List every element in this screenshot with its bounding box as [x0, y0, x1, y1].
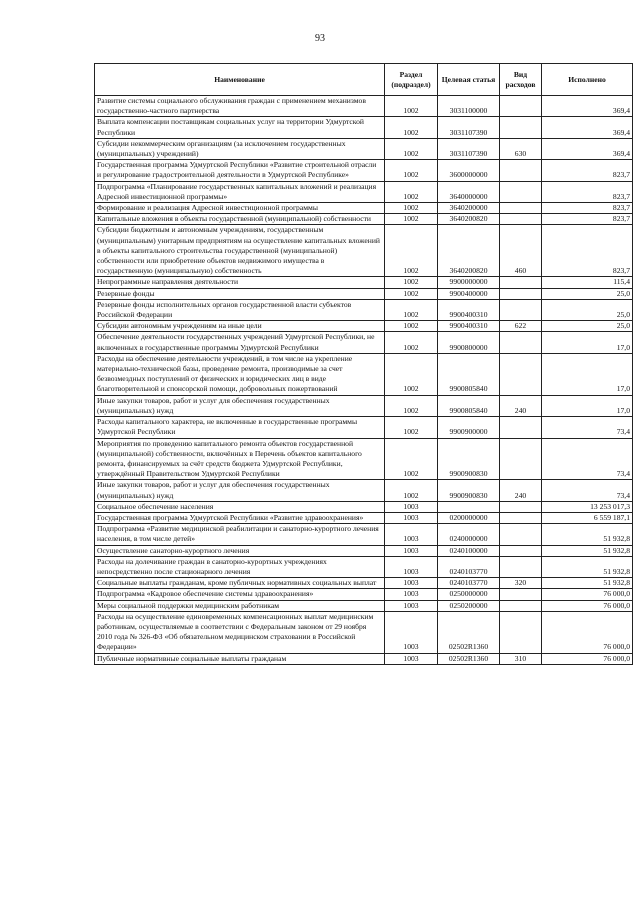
table-row: [95, 501, 633, 512]
row-name: Формирование и реализация Адресной инвестиционной программы: [95, 203, 385, 214]
row-kind: 240: [500, 395, 542, 416]
row-name: Иные закупки товаров, работ и услуг для обеспечения государственных (муниципальных) нужд: [95, 480, 385, 501]
row-section: 1002: [385, 117, 438, 138]
row-name: Расходы на долечивание граждан в санаторно-курортных учреждениях непосредственно после стационарного лечения: [95, 556, 385, 577]
row-amount: 25,0: [542, 288, 633, 299]
row-section: 1002: [385, 417, 438, 438]
row-kind: [500, 611, 542, 653]
row-amount: 51 932,8: [542, 556, 633, 577]
row-section: 1002: [385, 395, 438, 416]
header-article: Целевая статья: [438, 64, 500, 96]
row-amount: 369,4: [542, 138, 633, 159]
header-amount: Исполнено: [542, 64, 633, 96]
row-amount: 823,7: [542, 214, 633, 225]
row-kind: [500, 288, 542, 299]
row-name: Публичные нормативные социальные выплаты гражданам: [95, 653, 385, 664]
row-amount: 73,4: [542, 480, 633, 501]
row-amount: 51 932,8: [542, 545, 633, 556]
row-article: 0240000000: [438, 524, 500, 545]
row-section: 1002: [385, 480, 438, 501]
row-article: 3031107390: [438, 117, 500, 138]
row-article: 0250200000: [438, 600, 500, 611]
row-kind: [500, 96, 542, 117]
row-name: Меры социальной поддержки медицинским работникам: [95, 600, 385, 611]
table-row: [95, 524, 633, 545]
row-section: 1003: [385, 611, 438, 653]
table-row: [95, 321, 633, 332]
table-row: [95, 600, 633, 611]
row-name: Резервные фонды исполнительных органов государственной власти субъектов Российской Федерации: [95, 299, 385, 320]
row-kind: [500, 600, 542, 611]
row-section: 1002: [385, 138, 438, 159]
table-row: [95, 277, 633, 288]
row-name: Расходы на осуществление единовременных компенсационных выплат медицинским работникам, осуществляемые в соответствии с Федеральным законом от 29 ноября 2010 года № 326-ФЗ «Об обязательном медицинском страховании в Российской Федерации»: [95, 611, 385, 653]
row-name: Иные закупки товаров, работ и услуг для обеспечения государственных (муниципальных) нужд: [95, 395, 385, 416]
row-section: 1003: [385, 545, 438, 556]
table-row: [95, 299, 633, 320]
table-row: [95, 395, 633, 416]
row-section: 1002: [385, 299, 438, 320]
row-article: 9900805840: [438, 353, 500, 395]
row-kind: 310: [500, 653, 542, 664]
row-section: 1002: [385, 225, 438, 277]
table-body: [95, 96, 633, 665]
row-name: Подпрограмма «Развитие медицинской реабилитации и санаторно-курортного лечения населения, в том числе детей»: [95, 524, 385, 545]
row-kind: [500, 556, 542, 577]
row-kind: [500, 214, 542, 225]
table-row: [95, 417, 633, 438]
row-amount: 13 253 017,3: [542, 501, 633, 512]
row-section: 1002: [385, 438, 438, 480]
row-article: 0240103770: [438, 578, 500, 589]
table-row: [95, 288, 633, 299]
row-kind: [500, 512, 542, 523]
row-article: 9900000000: [438, 277, 500, 288]
row-section: 1003: [385, 556, 438, 577]
row-kind: 630: [500, 138, 542, 159]
row-section: 1002: [385, 181, 438, 202]
row-section: 1002: [385, 203, 438, 214]
row-amount: 823,7: [542, 225, 633, 277]
row-section: 1002: [385, 332, 438, 353]
row-article: 9900900830: [438, 480, 500, 501]
row-article: 9900800000: [438, 332, 500, 353]
row-kind: [500, 438, 542, 480]
row-kind: [500, 160, 542, 181]
row-section: 1002: [385, 96, 438, 117]
row-amount: 17,0: [542, 332, 633, 353]
row-kind: [500, 299, 542, 320]
row-section: 1003: [385, 524, 438, 545]
row-amount: 76 000,0: [542, 653, 633, 664]
row-kind: [500, 524, 542, 545]
row-kind: [500, 589, 542, 600]
row-name: Выплата компенсации поставщикам социальных услуг на территории Удмуртской Республики: [95, 117, 385, 138]
table-row: [95, 480, 633, 501]
row-article: 0240100000: [438, 545, 500, 556]
row-article: [438, 501, 500, 512]
row-amount: 51 932,8: [542, 524, 633, 545]
row-amount: 17,0: [542, 395, 633, 416]
row-article: 3640200820: [438, 225, 500, 277]
row-amount: 73,4: [542, 438, 633, 480]
row-name: Капитальные вложения в объекты государственной (муниципальной) собственности: [95, 214, 385, 225]
row-amount: 25,0: [542, 321, 633, 332]
table-row: [95, 438, 633, 480]
row-article: 0200000000: [438, 512, 500, 523]
row-name: Социальные выплаты гражданам, кроме публичных нормативных социальных выплат: [95, 578, 385, 589]
row-article: 9900400310: [438, 321, 500, 332]
row-article: 9900900830: [438, 438, 500, 480]
row-article: 9900400310: [438, 299, 500, 320]
table-row: [95, 214, 633, 225]
row-kind: [500, 181, 542, 202]
row-kind: [500, 277, 542, 288]
row-amount: 76 000,0: [542, 600, 633, 611]
header-section: Раздел (подраздел): [385, 64, 438, 96]
row-section: 1003: [385, 653, 438, 664]
row-name: Мероприятия по проведению капитального ремонта объектов государственной (муниципальной) собственности, включённых в Перечень объектов капитального ремонта, финансируемых за счёт средств бюджета Удмуртской Республики, утверждённый Правительством Удмуртской Республики: [95, 438, 385, 480]
row-name: Расходы на обеспечение деятельности учреждений, в том числе на укрепление материально-технической базы, проведение ремонта, производимые за счет безвозмездных поступлений от физических и юридических лиц в виде благотворительной и спонсорской помощи, добровольных пожертвований: [95, 353, 385, 395]
row-article: 3640000000: [438, 181, 500, 202]
row-amount: 369,4: [542, 96, 633, 117]
row-kind: 460: [500, 225, 542, 277]
table-row: [95, 556, 633, 577]
row-amount: 76 000,0: [542, 589, 633, 600]
row-kind: 240: [500, 480, 542, 501]
row-kind: 320: [500, 578, 542, 589]
table-row: [95, 653, 633, 664]
row-name: Субсидии бюджетным и автономным учреждениям, государственным (муниципальным) унитарным предприятиям на осуществление капитальных вложений в объекты капитального строительства государственной (муниципальной) собственности или приобретение объектов недвижимого имущества в государственную (муниципальную) собственность: [95, 225, 385, 277]
row-name: Государственная программа Удмуртской Республики «Развитие здравоохранения»: [95, 512, 385, 523]
table-row: [95, 203, 633, 214]
row-amount: 17,0: [542, 353, 633, 395]
row-name: Непрограммные направления деятельности: [95, 277, 385, 288]
row-article: 0240103770: [438, 556, 500, 577]
row-name: Государственная программа Удмуртской Республики «Развитие строительной отрасли и регулирование градостроительной деятельности в Удмуртской Республике»: [95, 160, 385, 181]
table-header-row: [95, 64, 633, 96]
table-row: [95, 545, 633, 556]
row-kind: [500, 332, 542, 353]
row-article: 3640200820: [438, 214, 500, 225]
row-kind: [500, 117, 542, 138]
row-amount: 369,4: [542, 117, 633, 138]
row-name: Обеспечение деятельности государственных учреждений Удмуртской Республики, не включенных в государственные программы Удмуртской Республики: [95, 332, 385, 353]
row-kind: [500, 417, 542, 438]
table-row: [95, 117, 633, 138]
table-row: [95, 589, 633, 600]
row-kind: [500, 353, 542, 395]
table-row: [95, 138, 633, 159]
row-amount: 823,7: [542, 181, 633, 202]
table-row: [95, 512, 633, 523]
row-article: 0250000000: [438, 589, 500, 600]
row-name: Подпрограмма «Кадровое обеспечение системы здравоохранения»: [95, 589, 385, 600]
row-section: 1003: [385, 578, 438, 589]
row-amount: 823,7: [542, 203, 633, 214]
row-amount: 73,4: [542, 417, 633, 438]
table-row: [95, 225, 633, 277]
row-amount: 115,4: [542, 277, 633, 288]
row-kind: [500, 545, 542, 556]
row-amount: 6 559 187,1: [542, 512, 633, 523]
row-section: 1003: [385, 512, 438, 523]
row-article: 02502R1360: [438, 611, 500, 653]
row-article: 3640200000: [438, 203, 500, 214]
row-name: Резервные фонды: [95, 288, 385, 299]
table-row: [95, 611, 633, 653]
row-name: Расходы капитального характера, не включенные в государственные программы Удмуртской Республики: [95, 417, 385, 438]
row-amount: 25,0: [542, 299, 633, 320]
row-section: 1002: [385, 214, 438, 225]
row-section: 1002: [385, 160, 438, 181]
row-kind: [500, 501, 542, 512]
row-kind: [500, 203, 542, 214]
table-row: [95, 332, 633, 353]
header-kind: Вид расходов: [500, 64, 542, 96]
table-row: [95, 181, 633, 202]
row-name: Развитие системы социального обслуживания граждан с применением механизмов государственно-частного партнерства: [95, 96, 385, 117]
row-section: 1002: [385, 277, 438, 288]
table-row: [95, 96, 633, 117]
table-row: [95, 160, 633, 181]
row-section: 1002: [385, 353, 438, 395]
row-section: 1003: [385, 501, 438, 512]
row-name: Субсидии некоммерческим организациям (за исключением государственных (муниципальных) учреждений): [95, 138, 385, 159]
row-section: 1003: [385, 600, 438, 611]
row-article: 02502R1360: [438, 653, 500, 664]
row-article: 9900805840: [438, 395, 500, 416]
row-name: Социальное обеспечение населения: [95, 501, 385, 512]
table-row: [95, 578, 633, 589]
row-name: Осуществление санаторно-курортного лечения: [95, 545, 385, 556]
row-article: 3600000000: [438, 160, 500, 181]
row-article: 9900900000: [438, 417, 500, 438]
row-article: 9900400000: [438, 288, 500, 299]
row-article: 3031107390: [438, 138, 500, 159]
row-name: Субсидии автономным учреждениям на иные цели: [95, 321, 385, 332]
page-number: 93: [315, 33, 325, 44]
budget-execution-table: [94, 63, 633, 665]
row-amount: 76 000,0: [542, 611, 633, 653]
header-name: Наименование: [95, 64, 385, 96]
row-section: 1002: [385, 288, 438, 299]
row-name: Подпрограмма «Планирование государственных капитальных вложений и реализация Адресной инвестиционной программы»: [95, 181, 385, 202]
row-article: 3031100000: [438, 96, 500, 117]
row-amount: 823,7: [542, 160, 633, 181]
row-section: 1003: [385, 589, 438, 600]
row-kind: 622: [500, 321, 542, 332]
table-row: [95, 353, 633, 395]
row-amount: 51 932,8: [542, 578, 633, 589]
row-section: 1002: [385, 321, 438, 332]
